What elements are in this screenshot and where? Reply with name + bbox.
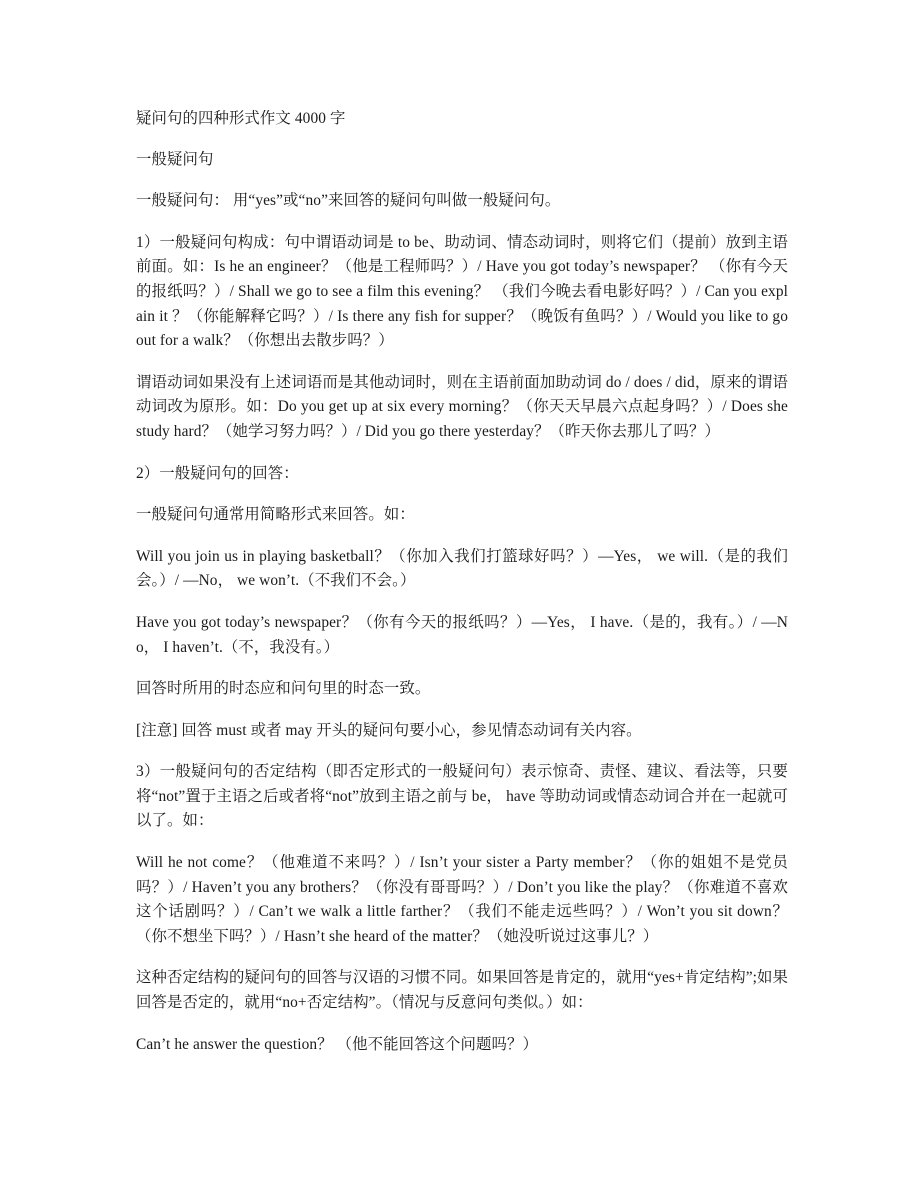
example-basketball: Will you join us in playing basketball？（你加入我们打篮球好吗？）—Yes， we will.（是的我们会。）/ —No， we won’t.（不我们不会。） [136,547,788,590]
answer-heading: 2）一般疑问句的回答： [136,464,299,482]
note-paragraph: [注意] 回答 must 或者 may 开头的疑问句要小心，参见情态动词有关内容。 [136,721,642,739]
section-heading: 一般疑问句 [136,150,214,168]
example-newspaper: Have you got today’s newspaper？（你有今天的报纸吗？）—Yes， I have.（是的，我有。）/ —No， I haven’t.（不，我没有。） [136,613,788,656]
negative-answer-paragraph: 这种否定结构的疑问句的回答与汉语的习惯不同。如果回答是肯定的，就用“yes+肯定结构”;如果回答是否定的，就用“no+否定结构”。（情况与反意问句类似。）如： [136,969,788,1012]
example-question: Can’t he answer the question？ （他不能回答这个问题吗？） [136,1035,538,1053]
short-answer-paragraph: 一般疑问句通常用简略形式来回答。如： [136,506,415,524]
construction-paragraph: 1）一般疑问句构成：句中谓语动词是 to be、助动词、情态动词时，则将它们（提前）放到主语前面。如：Is he an engineer？（他是工程师吗？）/ Have you got today’s newspaper？ （你有今天的报纸吗？）/ Shall we go to see a film this evening？ （我们今晚去看电影好吗？）/ Can you explain it ？（你能解释它吗？）/ Is there any fish for supper？（晚饭有鱼吗？）/ Would you like to go out for a walk？（你想出去散步吗？） [136,233,788,350]
negative-examples-paragraph: Will he not come？（他难道不来吗？）/ Isn’t your sister a Party member？（你的姐姐不是党员吗？）/ Haven’t you any brothers？（你没有哥哥吗？）/ Don’t you like the play？（你难道不喜欢这个话剧吗？）/ Can’t we walk a little farther？（我们不能走远些吗？）/ Won’t you sit down？（你不想坐下吗？）/ Hasn’t she heard of the matter？（她没听说过这事儿？） [136,854,788,945]
negative-structure-paragraph: 3）一般疑问句的否定结构（即否定形式的一般疑问句）表示惊奇、责怪、建议、看法等，只要将“not”置于主语之后或者将“not”放到主语之前与 be， have 等助动词或情态动词合并在一起就可以了。如： [136,763,788,830]
tense-agreement-paragraph: 回答时所用的时态应和问句里的时态一致。 [136,680,431,698]
document-title: 疑问句的四种形式作文 4000 字 [136,110,346,127]
auxiliary-do-paragraph: 谓语动词如果没有上述词语而是其他动词时，则在主语前面加助动词 do / does / did，原来的谓语动词改为原形。如：Do you get up at six every morning？（你天天早晨六点起身吗？）/ Does she study hard？（她学习努力吗？）/ Did you go there yesterday？（昨天你去那儿了吗？） [136,373,788,440]
definition-paragraph: 一般疑问句： 用“yes”或“no”来回答的疑问句叫做一般疑问句。 [136,192,561,210]
